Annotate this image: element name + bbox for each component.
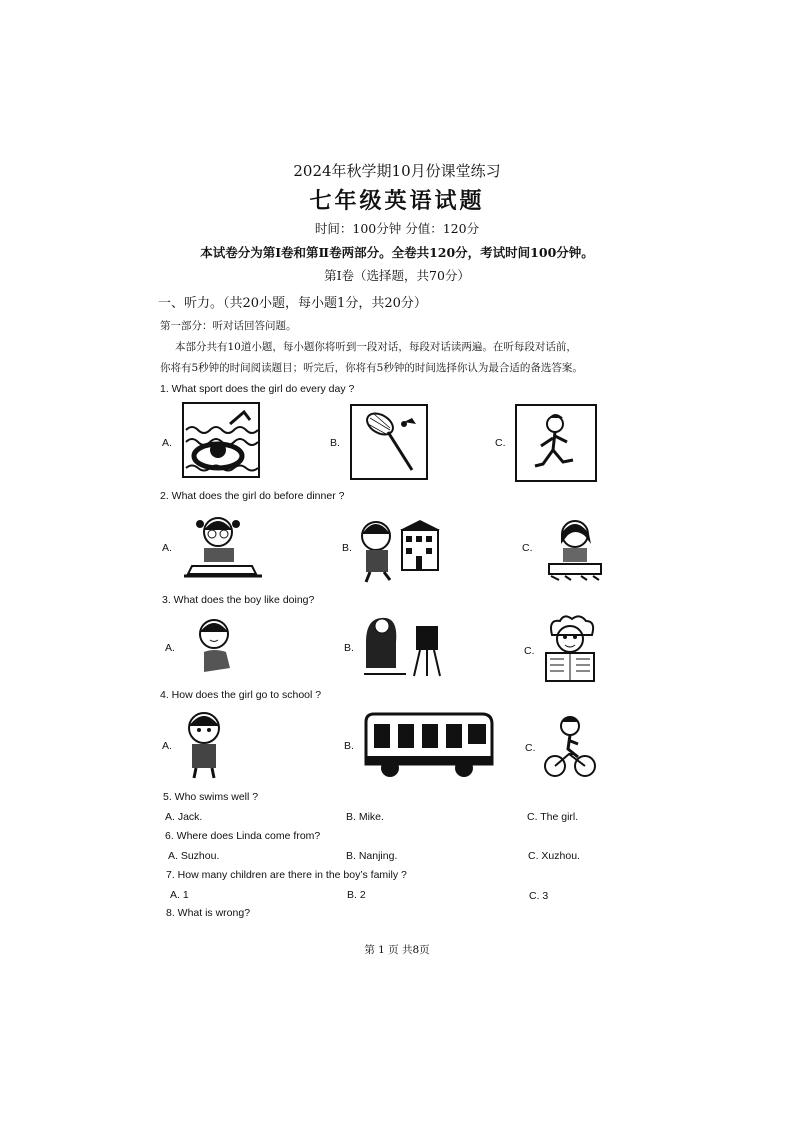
q3-option-c[interactable]: C.	[524, 645, 535, 657]
girl-at-desk-picture	[545, 514, 605, 582]
q1-option-a[interactable]: A.	[162, 437, 172, 449]
boy-going-home-picture	[358, 512, 444, 584]
q7-option-a[interactable]: A. 1	[170, 889, 189, 901]
exam-intro: 本试卷分为第Ⅰ卷和第Ⅱ卷两部分。全卷共120分，考试时间100分钟。	[200, 245, 594, 260]
q4-option-a[interactable]: A.	[162, 740, 172, 752]
q6-option-c[interactable]: C. Xuzhou.	[528, 850, 580, 862]
exam-term: 2024年秋学期10月份课堂练习	[293, 162, 501, 180]
time-score: 时间：100分钟 分值：120分	[314, 221, 480, 236]
q7-option-c[interactable]: C. 3	[529, 890, 549, 902]
watching-tv-picture	[360, 612, 446, 680]
question-8: 8. What is wrong?	[166, 907, 251, 919]
running-picture	[515, 404, 597, 482]
bus-picture	[362, 712, 494, 780]
question-3: 3. What does the boy like doing?	[162, 594, 315, 606]
badminton-picture	[350, 404, 428, 480]
volume-title: 第Ⅰ卷（选择题，共70分）	[324, 268, 470, 283]
instruction-line-1: 本部分共有10道小题，每小题你将听到一段对话，每段对话读两遍。在听每段对话前，	[175, 341, 577, 353]
swimming-picture	[182, 402, 260, 478]
q2-option-c[interactable]: C.	[522, 542, 533, 554]
question-6: 6. Where does Linda come from?	[165, 830, 321, 842]
q2-option-b[interactable]: B.	[342, 542, 352, 554]
q1-option-c[interactable]: C.	[495, 437, 506, 449]
q6-option-b[interactable]: B. Nanjing.	[346, 850, 398, 862]
exam-title: 七年级英语试题	[309, 188, 485, 214]
question-1: 1. What sport does the girl do every day ?	[160, 383, 355, 395]
instruction-line-2: 你将有5秒钟的时间阅读题目；听完后，你将有5秒钟的时间选择你认为最合适的备选答案。	[160, 362, 583, 374]
q6-option-a[interactable]: A. Suzhou.	[168, 850, 220, 862]
q7-option-b[interactable]: B. 2	[347, 889, 366, 901]
question-2: 2. What does the girl do before dinner ?	[160, 490, 345, 502]
girl-reading-picture	[182, 510, 264, 582]
q1-option-b[interactable]: B.	[330, 437, 340, 449]
q3-option-a[interactable]: A.	[165, 642, 175, 654]
question-7: 7. How many children are there in the boy’s family ?	[166, 869, 407, 881]
q5-option-a[interactable]: A. Jack.	[165, 811, 203, 823]
question-5: 5. Who swims well ?	[163, 791, 259, 803]
page-footer: 第 1 页 共8页	[364, 944, 430, 956]
cycling-picture	[544, 714, 596, 780]
q5-option-c[interactable]: C. The girl.	[527, 811, 579, 823]
q4-option-c[interactable]: C.	[525, 742, 536, 754]
q4-option-b[interactable]: B.	[344, 740, 354, 752]
q3-option-b[interactable]: B.	[344, 642, 354, 654]
part-title: 第一部分：听对话回答问题。	[160, 320, 297, 332]
question-4: 4. How does the girl go to school ?	[160, 689, 322, 701]
section-title: 一、听力。（共20小题，每小题1分，共20分）	[158, 296, 427, 311]
q2-option-a[interactable]: A.	[162, 542, 172, 554]
boy-singing-picture	[192, 614, 240, 676]
q5-option-b[interactable]: B. Mike.	[346, 811, 384, 823]
girl-walking-picture	[180, 708, 228, 780]
boy-reading-newspaper-picture	[540, 615, 600, 685]
